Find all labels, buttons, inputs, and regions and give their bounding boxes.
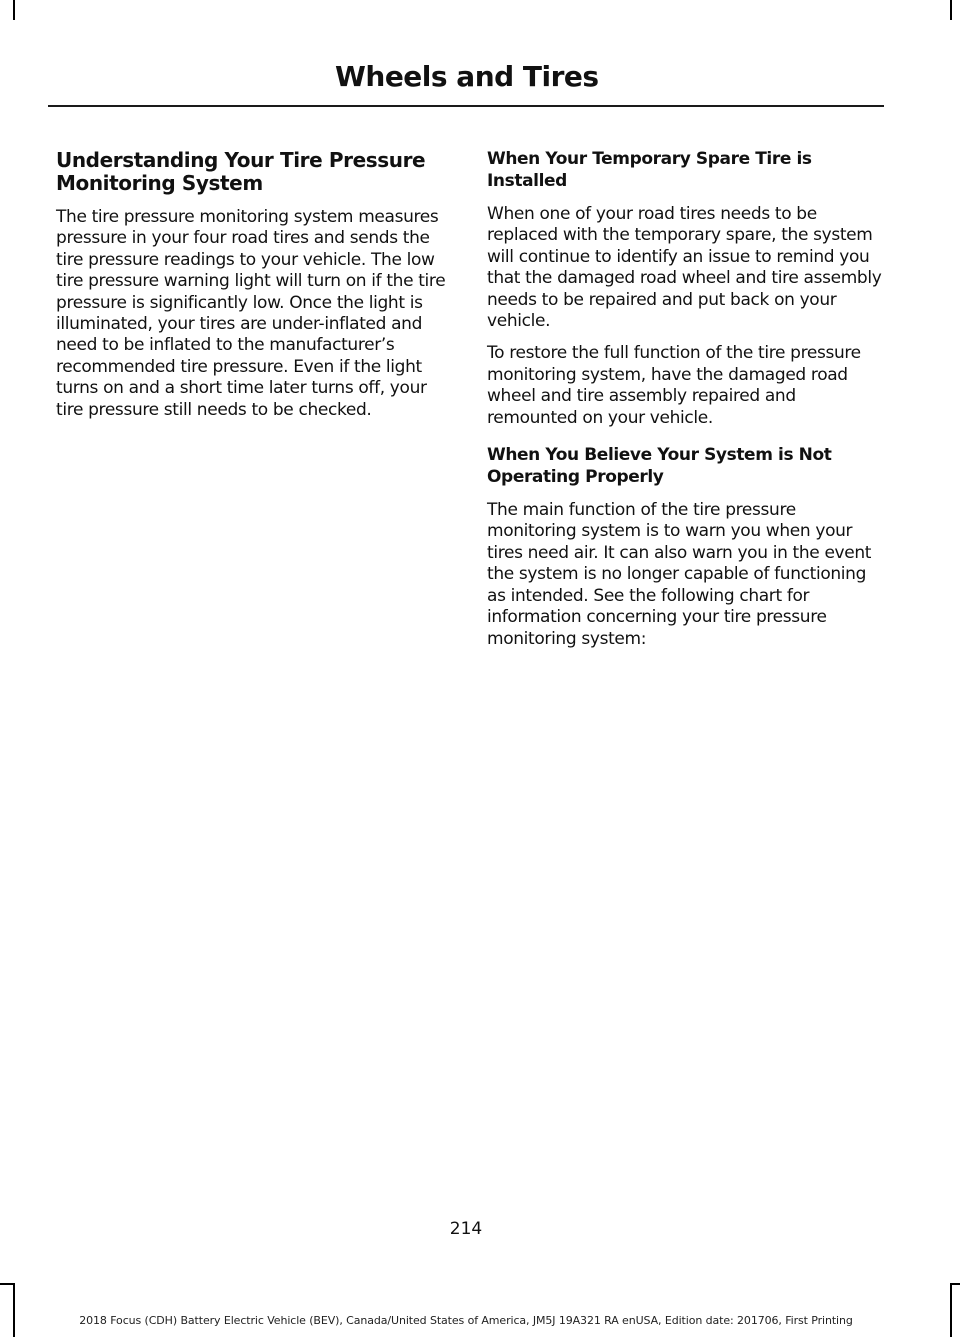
page-number: 214	[449, 1219, 483, 1239]
header-divider	[48, 105, 884, 107]
right-column	[487, 147, 882, 650]
paragraph-spare-tire-1: When one of your road tires needs to be replaced with the temporary spare, the system will continue to identify an issue to remind you that the damaged road wheel and tire assembly needs to be repaired and put back on your vehicle.	[487, 204, 882, 332]
crop-mark-bottom-left-horizontal	[0, 1283, 15, 1285]
crop-mark-bottom-right-horizontal	[950, 1283, 960, 1285]
section-heading-not-operating: When You Believe Your System is Not Operating Properly	[487, 445, 832, 488]
paragraph-tpms-overview: The tire pressure monitoring system measures pressure in your four road tires and sends the tire pressure readings to your vehicle. The low tire pressure warning light will turn on if the tire pressure is significantly low. Once the light is illuminated, your tires are under-inflated and need to be inflated to the manufacturer’s recommended tire pressure. Even if the light turns on and a short time later turns off, your tire pressure still needs to be checked.	[56, 207, 446, 420]
section-heading-spare-tire: When Your Temporary Spare Tire is Installed	[487, 149, 812, 191]
crop-mark-bottom-left	[13, 1283, 15, 1337]
chapter-title: Wheels and Tires	[335, 60, 599, 93]
section-heading-tpms: Understanding Your Tire Pressure Monitoring System	[56, 148, 426, 195]
crop-mark-top-left	[13, 0, 15, 20]
crop-mark-bottom-right	[950, 1283, 952, 1337]
paragraph-not-operating: The main function of the tire pressure monitoring system is to warn you when your tires need air. It can also warn you in the event the system is no longer capable of functioning as intended. See the following chart for information concerning your tire pressure monitoring system:	[487, 500, 872, 649]
edition-footer: 2018 Focus (CDH) Battery Electric Vehicle (BEV), Canada/United States of America, JM5J 19A321 RA enUSA, Edition date: 201706, First Printing	[79, 1314, 853, 1327]
left-column	[56, 147, 448, 421]
paragraph-spare-tire-2: To restore the full function of the tire pressure monitoring system, have the damaged road wheel and tire assembly repaired and remounted on your vehicle.	[487, 343, 861, 428]
crop-mark-top-right	[950, 0, 952, 20]
